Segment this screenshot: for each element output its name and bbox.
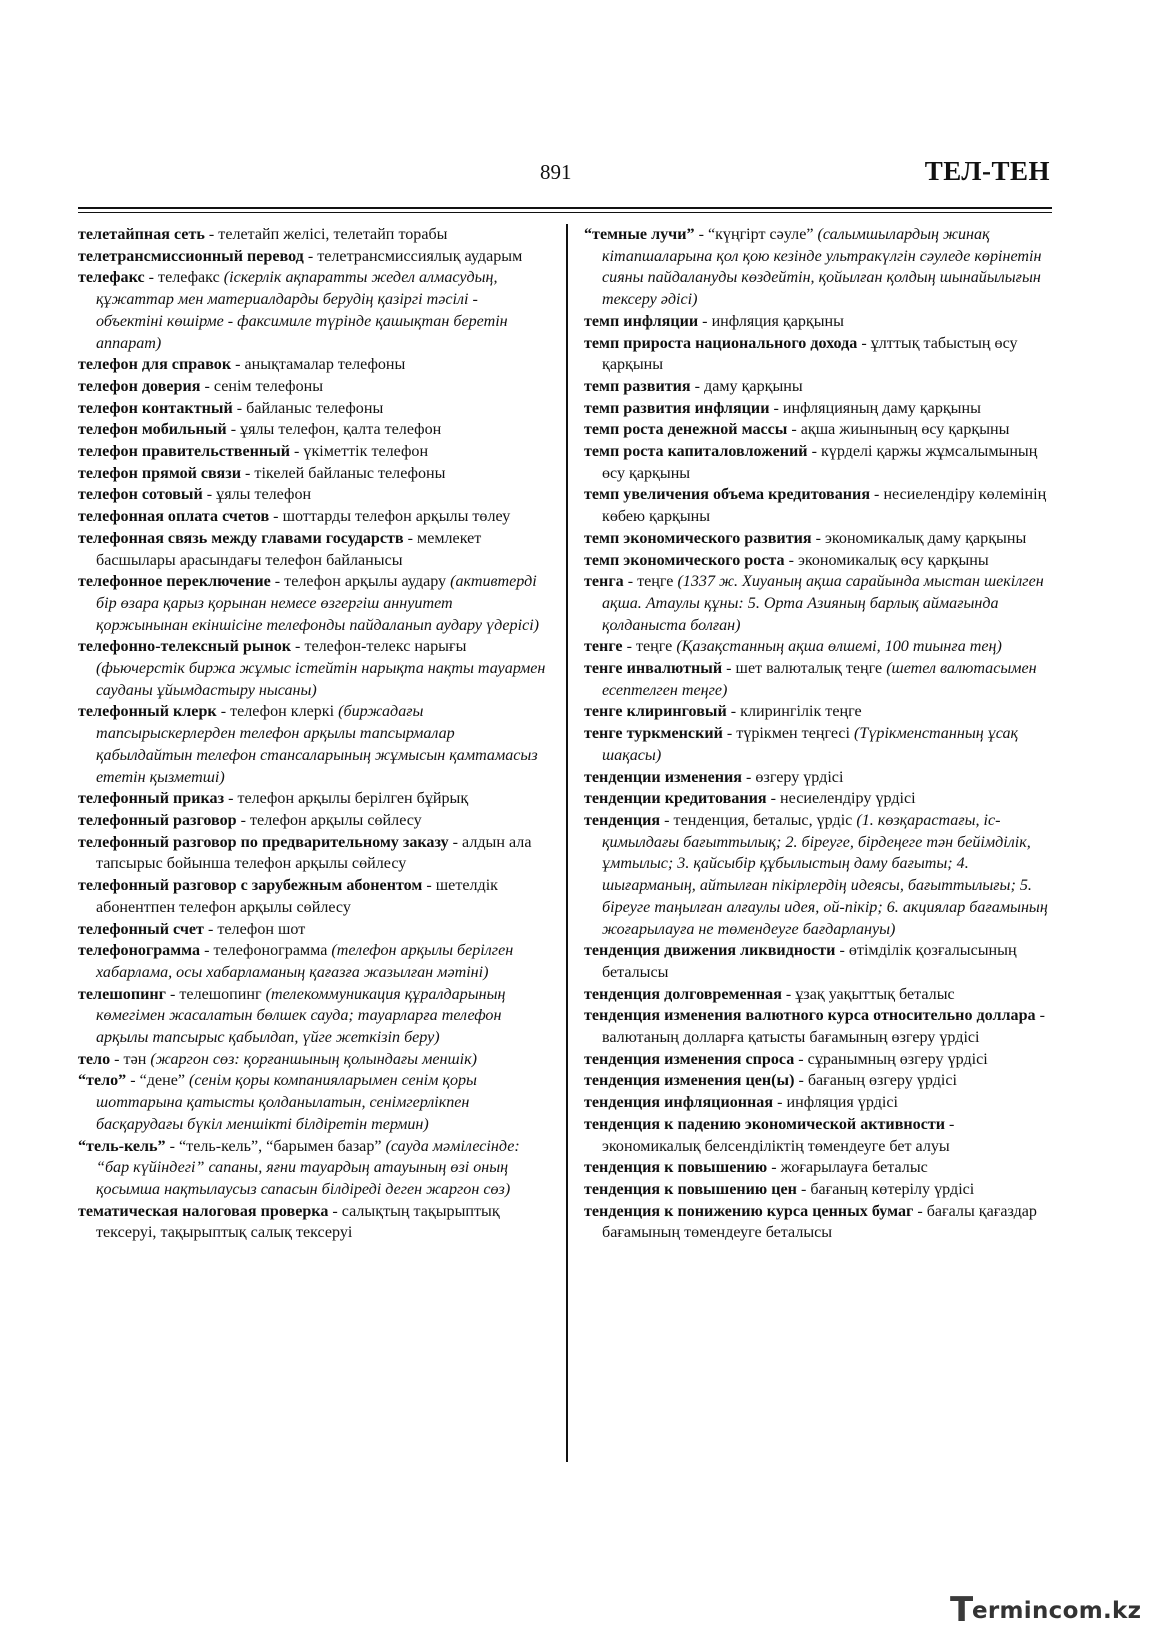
entry-term: “тело” [78, 1072, 127, 1090]
dictionary-entry [584, 224, 1054, 311]
column-divider [566, 224, 568, 1462]
entry-separator: - [270, 573, 285, 591]
entry-translation: бағаның өзгеру үрдісі [807, 1072, 957, 1090]
entry-separator: - [773, 1094, 787, 1112]
header-rule-thin [78, 212, 1052, 213]
dictionary-entry [584, 1049, 1054, 1071]
entry-translation: телефон арқылы берілген бұйрық [237, 790, 469, 808]
entry-translation: бағалы қағаздар бағамының төмендеуге беталысы [602, 1202, 1037, 1242]
entry-note: (Қазақстанның ақша өлшемі, 100 тиынға тең) [676, 638, 1002, 656]
dictionary-entry [584, 398, 1054, 420]
entry-translation: телефон клеркі [230, 703, 339, 721]
dictionary-entry [584, 1092, 1054, 1114]
dictionary-entry [584, 528, 1054, 550]
entry-term: “темные лучи” [584, 226, 695, 243]
entry-translation: салықтың тақырыптық тексеруі, тақырыптық салық тексеруі [96, 1202, 500, 1242]
entry-note: (телефон арқылы берілген хабарлама, осы хабарламаның қағазға жазылған мәтіні) [96, 942, 514, 981]
entry-term: телефон сотовый [78, 486, 203, 504]
dictionary-entry [78, 463, 546, 485]
entry-term: тенденции изменения [584, 768, 743, 786]
dictionary-entry [584, 940, 1054, 983]
dictionary-entry [78, 571, 546, 636]
entry-translation: даму қарқыны [704, 377, 803, 395]
entry-separator: - [290, 443, 304, 461]
entry-term: тенденция к понижению курса ценных бумаг [584, 1202, 914, 1220]
entry-translation: телефонограмма [213, 942, 332, 960]
entry-translation: экономикалық даму қарқыны [824, 529, 1027, 547]
dictionary-entry [78, 919, 546, 941]
dictionary-entry [584, 636, 1054, 658]
entry-separator: - [126, 1072, 140, 1090]
entry-term: телефонная связь между главами государств [78, 529, 404, 547]
dictionary-entry [78, 484, 546, 506]
entry-term: телефакс [78, 269, 145, 287]
dictionary-entry [78, 875, 546, 918]
entry-separator: - [224, 790, 238, 808]
entry-separator: - [784, 551, 798, 569]
entry-translation: несиелендіру көлемінің көбею қарқыны [602, 486, 1047, 526]
entry-note: (сенім қоры компанияларымен сенім қоры шоттарына қатысты қолданылатын, сенімгерлікпен басқарудағы бүкіл меншікті білдіретін термин) [96, 1072, 477, 1133]
entry-separator: - [835, 942, 849, 960]
entry-term: темп роста денежной массы [584, 421, 788, 439]
logo-text: ermincom.kz [972, 1598, 1142, 1624]
entry-term: темп развития [584, 377, 691, 395]
dictionary-entry [584, 1070, 1054, 1092]
entry-separator: - [945, 1115, 955, 1133]
entry-translation: өтімділік қозғалысының беталысы [602, 942, 1017, 981]
entry-note: (Түрікменстанның ұсақ шақасы) [602, 725, 1019, 764]
entry-note: (1337 ж. Хиуаның ақша сарайында мыстан шекілген ақша. Атаулы құны: 5. Орта Азияның барлық аймағында қолданыста болған) [602, 573, 1044, 634]
entry-separator: - [328, 1202, 342, 1220]
entry-separator: - [1035, 1007, 1045, 1025]
entry-separator: - [231, 356, 245, 374]
entry-translation: телефон-телекс нарығы [304, 638, 467, 656]
entry-translation: түрікмен теңгесі [736, 725, 855, 743]
entry-term: тенденция к падению экономической активности [584, 1115, 946, 1133]
dictionary-entry [78, 788, 546, 810]
entry-translation: шоттарды телефон арқылы төлеу [282, 508, 511, 526]
entry-term: телефонная оплата счетов [78, 508, 270, 526]
entry-term: телефон доверия [78, 377, 201, 395]
entry-separator: - [722, 725, 737, 743]
entry-translation: экономикалық белсенділіктің төмендеуге бет алуы [602, 1137, 950, 1155]
dictionary-entry [78, 376, 546, 398]
entry-term: телешопинг [78, 985, 166, 1003]
entry-separator: - [769, 399, 783, 417]
entry-term: тенге клиринговый [584, 703, 727, 721]
entry-term: тело [78, 1050, 111, 1068]
entry-translation: ұялы телефон [216, 486, 312, 504]
dictionary-entry [584, 701, 1054, 723]
entry-term: телефон прямой связи [78, 464, 241, 482]
entry-note: (1. көзқарастағы, іс-қимылдағы бағыттылық; 2. біреуге, бірдеңеге тән бейімділік, ұмтылыс; 3. қайсыбір құбылыстың даму бағыты; 4. шығарманың, айтылған пікірлердің идеясы, бағыттылығы; 5. біреуге таңылған алғаулы идея, ой-пікір; 6. акциялар бағамының жоғарылауға не төмендеуге бағдарлануы) [602, 811, 1048, 938]
entry-separator: - [622, 638, 636, 656]
entry-translation: инфляция қарқыны [711, 312, 844, 330]
entry-separator: - [165, 1137, 180, 1155]
entry-translation: өзгеру үрдісі [755, 768, 844, 786]
dictionary-entry [584, 311, 1054, 333]
entry-separator: - [870, 486, 884, 504]
entry-translation: теңге [635, 638, 677, 656]
entry-separator: - [241, 464, 255, 482]
entry-translation: байланыс телефоны [246, 399, 384, 417]
entry-term: тенденция к повышению [584, 1159, 768, 1177]
entry-separator: - [698, 312, 712, 330]
dictionary-entry [584, 767, 1054, 789]
entry-separator: - [807, 443, 821, 461]
entry-separator: - [694, 226, 708, 243]
entry-translation: жоғарылауға беталыс [780, 1159, 928, 1177]
entry-translation: телефон шот [217, 920, 306, 938]
entry-term: тенге инвалютный [584, 660, 723, 678]
entry-translation: телефон арқылы сөйлесу [250, 811, 422, 829]
entry-separator: - [726, 703, 741, 721]
entry-separator: - [857, 334, 871, 352]
entry-term: телефонный разговор [78, 811, 237, 829]
entry-separator: - [448, 833, 463, 851]
dictionary-entry [78, 419, 546, 441]
entry-separator: - [811, 529, 825, 547]
entry-translation: инфляция үрдісі [786, 1094, 898, 1112]
entry-term: тенденция изменения цен(ы) [584, 1072, 795, 1090]
entry-translation: “дене” [139, 1072, 190, 1090]
dictionary-entry [584, 788, 1054, 810]
dictionary-entry [78, 1201, 546, 1244]
entry-translation: телефон арқылы аудару [284, 573, 451, 591]
header-rule [78, 207, 1052, 209]
entry-translation: телетайп желісі, телетайп торабы [218, 226, 448, 243]
entry-separator: - [742, 768, 756, 786]
entry-term: телефонный разговор по предварительному заказу [78, 833, 449, 851]
dictionary-entry [584, 1157, 1054, 1179]
dictionary-entry [78, 246, 546, 268]
entry-translation: шетелдік абонентпен телефон арқылы сөйлесу [96, 877, 499, 916]
entry-translation: сұранымның өзгеру үрдісі [807, 1050, 988, 1068]
entry-term: тенденции кредитования [584, 790, 767, 808]
entry-separator: - [291, 638, 305, 656]
entry-translation: экономикалық өсу қарқыны [797, 551, 989, 569]
entry-translation: тән [123, 1050, 151, 1068]
dictionary-entry [584, 333, 1054, 376]
entry-term: тенденция изменения спроса [584, 1050, 795, 1068]
dictionary-entry [78, 1049, 546, 1071]
entry-term: телетайпная сеть [78, 226, 205, 243]
entry-note: (биржадағы тапсырыскерлерден телефон арқылы тапсырмалар қабылдайтын телефон стансаларының жұмысын қамтамасыз ететін қызметші) [96, 703, 538, 786]
entry-translation: “тель-кель”, “барымен базар” [179, 1137, 386, 1155]
dictionary-entry [584, 984, 1054, 1006]
entry-translation: инфляцияның даму қарқыны [782, 399, 981, 417]
entry-term: телефонно-телексный рынок [78, 638, 292, 656]
dictionary-entry [584, 723, 1054, 766]
entry-separator: - [913, 1202, 927, 1220]
entry-separator: - [403, 529, 418, 547]
entry-translation: күрделі қаржы жұмсалымының өсу қарқыны [602, 443, 1038, 482]
entry-translation: клирингілік теңге [740, 703, 862, 721]
entry-term: темп прироста национального дохода [584, 334, 858, 352]
entry-translation: ақша жиынының өсу қарқыны [800, 421, 1010, 439]
entry-term: тенденция изменения валютного курса относительно доллара [584, 1007, 1036, 1025]
entry-term: телефонный приказ [78, 790, 225, 808]
entry-separator: - [236, 811, 251, 829]
entry-term: телефонограмма [78, 942, 201, 960]
entry-separator: - [303, 247, 318, 265]
dictionary-entry [78, 1136, 546, 1201]
entry-separator: - [232, 399, 247, 417]
entry-separator: - [144, 269, 159, 287]
dictionary-entry [78, 1070, 546, 1135]
entry-term: телефонный счет [78, 920, 204, 938]
entry-term: темп увеличения объема кредитования [584, 486, 871, 504]
entry-term: телефонный клерк [78, 703, 217, 721]
entry-term: тенденция инфляционная [584, 1094, 774, 1112]
entry-term: темп инфляции [584, 312, 699, 330]
dictionary-entry [78, 354, 546, 376]
entry-separator: - [794, 1072, 808, 1090]
entry-separator: - [422, 877, 436, 895]
entry-separator: - [269, 508, 283, 526]
entry-translation: мемлекет басшылары арасындағы телефон байланысы [96, 529, 482, 569]
entry-term: телефонный разговор с зарубежным абонентом [78, 877, 423, 895]
entry-separator: - [787, 421, 801, 439]
page-number: 891 [540, 160, 572, 184]
entry-note: (сауда мәмілесінде: “бар күйіндегі” сапаны, яғни тауардың атауының өзі оның қосымша нақтылаусыз сапасын білдіреді деген жаргон сөз) [96, 1137, 520, 1198]
entry-translation: “күңгірт сәуле” [707, 226, 818, 243]
entry-separator: - [623, 573, 638, 591]
dictionary-entry [78, 810, 546, 832]
right-column [584, 224, 1054, 1244]
entry-term: темп экономического роста [584, 551, 785, 569]
dictionary-entry [78, 984, 546, 1049]
entry-translation: анықтамалар телефоны [244, 356, 406, 374]
dictionary-entry [584, 1179, 1054, 1201]
dictionary-entry [584, 810, 1054, 940]
entry-separator: - [203, 920, 218, 938]
entry-term: темп развития инфляции [584, 399, 770, 417]
entry-term: тенденция [584, 811, 661, 829]
entry-separator: - [202, 486, 217, 504]
dictionary-entry [584, 419, 1054, 441]
entry-translation: теңге [637, 573, 678, 591]
entry-translation: үкіметтік телефон [303, 443, 429, 461]
entry-term: “тель-кель” [78, 1137, 166, 1155]
entry-translation: телешопинг [179, 985, 266, 1003]
running-head: ТЕЛ-ТЕН [924, 156, 1050, 186]
entry-term: телефон мобильный [78, 421, 227, 439]
entry-separator: - [690, 377, 705, 395]
entry-term: тенга [584, 573, 624, 591]
entry-term: телефон для справок [78, 356, 232, 374]
dictionary-entry [584, 550, 1054, 572]
dictionary-entry [78, 267, 546, 354]
entry-note: (шетел валютасымен есептелген теңге) [602, 660, 1037, 699]
entry-translation: ұлттық табыстың өсу қарқыны [602, 334, 1018, 374]
entry-note: (салымшылардың жинақ кітапшаларына қол қою кезінде ультракүлгін сәуледе көрінетін сияны пайдалануды көздейтін, қойылған қолдың шынайылығын тексеру әдісі) [602, 226, 1042, 309]
dictionary-entry [78, 224, 546, 246]
entry-term: тенге [584, 638, 623, 656]
dictionary-entry [584, 1005, 1054, 1048]
dictionary-entry [584, 658, 1054, 701]
entry-term: телефонное переключение [78, 573, 271, 591]
entry-translation: алдын ала тапсырыс бойынша телефон арқылы сөйлесу [96, 833, 532, 873]
entry-translation: телефакс [158, 269, 224, 287]
entry-separator: - [165, 985, 180, 1003]
site-logo [950, 1590, 1142, 1630]
dictionary-entry [78, 441, 546, 463]
entry-term: тенденция движения ликвидности [584, 942, 836, 960]
entry-separator: - [781, 985, 796, 1003]
entry-note: (фьючерстік биржа жұмыс істейтін нарықта нақты тауармен сауданы ұйымдастыру нысаны) [96, 660, 546, 699]
dictionary-entry [584, 1114, 1054, 1157]
entry-separator: - [200, 377, 214, 395]
entry-term: телефон контактный [78, 399, 233, 417]
entry-term: телетрансмиссионный перевод [78, 247, 304, 265]
entry-term: тенге туркменский [584, 725, 723, 743]
dictionary-entry [78, 701, 546, 788]
entry-note: (телекоммуникация құралдарының көмегімен жасалатын бөлшек сауда; тауарларға телефон арқылы тапсырыс қабылдап, үйге жеткізіп беру) [96, 985, 506, 1047]
entry-separator: - [660, 811, 674, 829]
entry-term: темп экономического развития [584, 529, 812, 547]
entry-translation: ұзақ уақыттық беталыс [795, 985, 955, 1003]
entry-translation: телетрансмиссиялық аударым [317, 247, 523, 265]
entry-separator: - [110, 1050, 124, 1068]
entry-term: темп роста капиталовложений [584, 443, 808, 461]
entry-separator: - [204, 226, 219, 243]
entry-translation: сенім телефоны [213, 377, 324, 395]
dictionary-entry [584, 571, 1054, 636]
logo-t-icon: T [950, 1590, 974, 1630]
dictionary-entry [584, 441, 1054, 484]
entry-separator: - [796, 1180, 811, 1198]
left-column [78, 224, 546, 1244]
dictionary-entry [584, 376, 1054, 398]
entry-separator: - [767, 1159, 781, 1177]
entry-translation: тікелей байланыс телефоны [254, 464, 446, 482]
entry-separator: - [794, 1050, 808, 1068]
dictionary-entry [584, 1201, 1054, 1244]
dictionary-entry [78, 506, 546, 528]
entry-translation: валютаның долларға қатысты бағамының өзгеру үрдісі [602, 1029, 980, 1047]
dictionary-entry [78, 636, 546, 701]
dictionary-entry [78, 528, 546, 571]
entry-term: телефон правительственный [78, 443, 290, 461]
entry-separator: - [200, 942, 214, 960]
dictionary-entry [78, 398, 546, 420]
entry-separator: - [766, 790, 781, 808]
entry-term: тенденция к повышению цен [584, 1180, 797, 1198]
entry-translation: бағаның көтерілу үрдісі [810, 1180, 975, 1198]
entry-separator: - [216, 703, 231, 721]
entry-separator: - [226, 421, 241, 439]
dictionary-entry [78, 832, 546, 875]
entry-term: тенденция долговременная [584, 985, 782, 1003]
entry-translation: шет валюталық теңге [735, 660, 887, 678]
dictionary-entry [584, 484, 1054, 527]
entry-translation: ұялы телефон, қалта телефон [240, 421, 442, 439]
entry-translation: несиелендіру үрдісі [780, 790, 916, 808]
entry-note: (активтерді бір өзара қарыз қорынан немесе өзгергіш аннуитет қоржынынан екіншісіне телефонды пайдаланып аудару үдерісі) [96, 573, 540, 634]
entry-translation: тенденция, беталыс, үрдіс [673, 811, 857, 829]
entry-separator: - [722, 660, 736, 678]
entry-term: тематическая налоговая проверка [78, 1202, 329, 1220]
entry-note: (жаргон сөз: қорғаншының қолындағы меншік) [150, 1050, 477, 1068]
entry-note: (іскерлік ақпаратты жедел алмасудың, құжаттар мен материалдарды берудің қазіргі тәсілі - объектіні көшірме - факсимиле түрінде қашықтан беретін аппарат) [96, 269, 508, 352]
dictionary-entry [78, 940, 546, 983]
